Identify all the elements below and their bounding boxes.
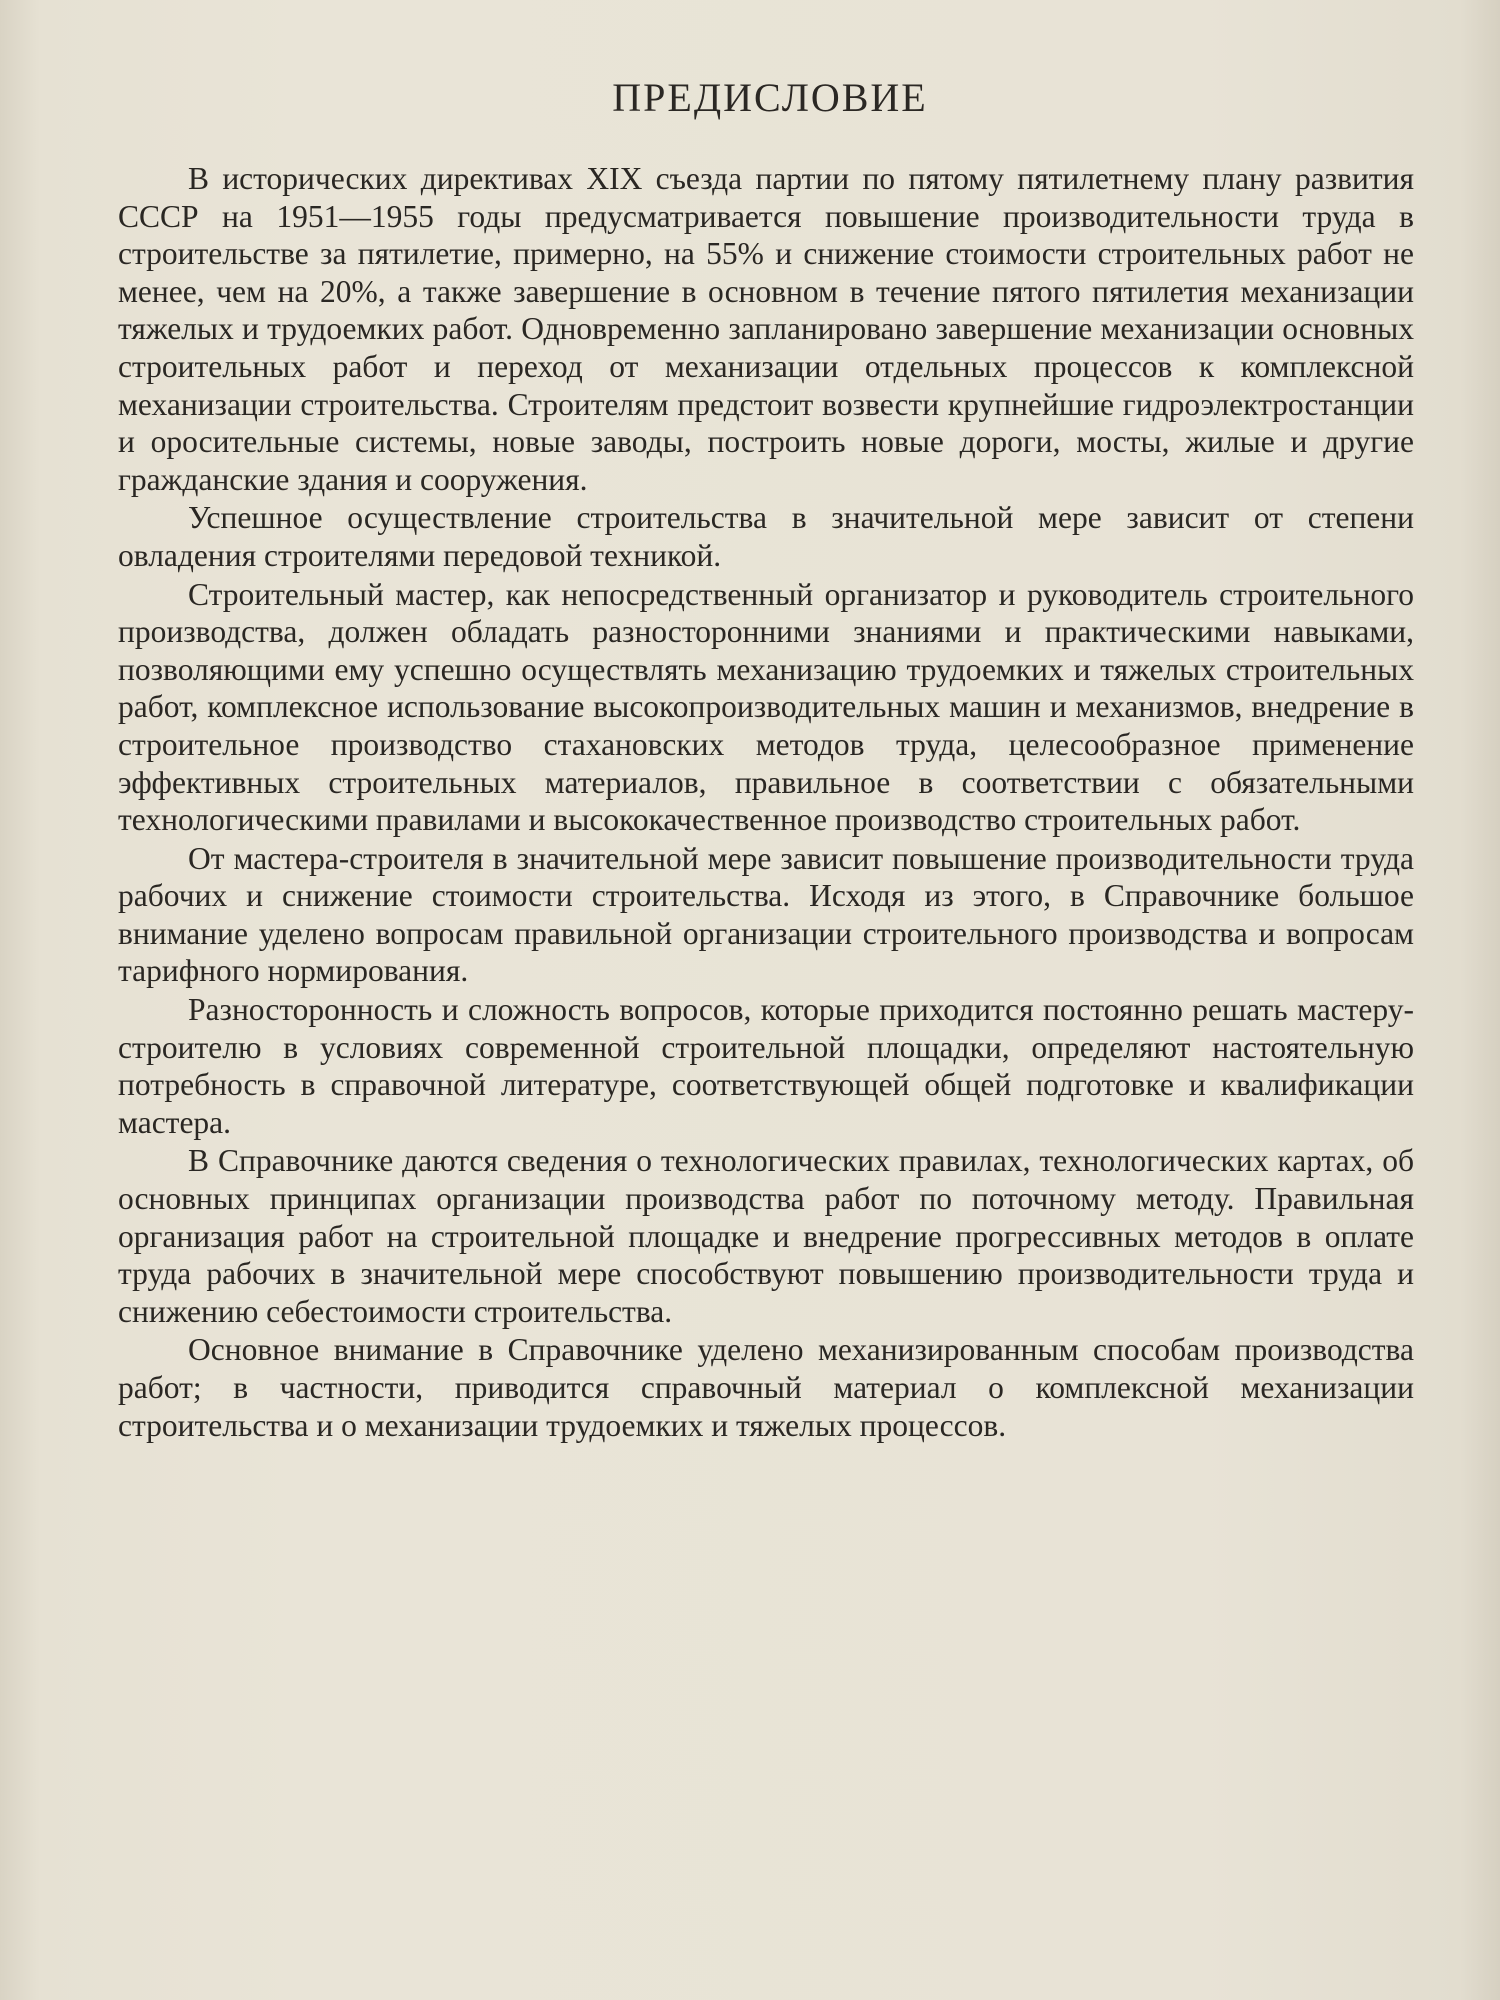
paragraph-1: В исторических директивах XIX съезда партии по пятому пятилетнему плану развития СССР на 1951—1955 годы предусматривается повышение производительности труда в строительстве за пятилетие, примерно, на 55% и снижение стоимости строительных работ не менее, чем на 20%, а также завершение в основном в течение пятого пятилетия механизации тяжелых и трудоемких работ. Одновременно запланировано завершение механизации основных строительных работ и переход от механизации отдельных процессов к комплексной механизации строительства. Строителям предстоит возвести крупнейшие гидроэлектростанции и оросительные системы, новые заводы, построить новые дороги, мосты, жилые и другие гражданские здания и сооружения. xyxy=(118,161,1414,497)
paragraph-5: Разносторонность и сложность вопросов, которые приходится постоянно решать мастеру-строителю в условиях современной строительной площадки, определяют настоятельную потребность в справочной литературе, соответствующей общей подготовке и квалификации мастера. xyxy=(118,992,1414,1140)
paragraph-3: Строительный мастер, как непосредственный организатор и руководитель строительного производства, должен обладать разносторонними знаниями и практическими навыками, позволяющими ему успешно осуществлять механизацию трудоемких и тяжелых строительных работ, комплексное использование высокопроизводительных машин и механизмов, внедрение в строительное производство стахановских методов труда, целесообразное применение эффективных строительных материалов, правильное в соответствии с обязательными технологическими правилами и высококачественное производство строительных работ. xyxy=(118,576,1414,838)
paragraph-4: От мастера-строителя в значительной мере зависит повышение производительности труда рабочих и снижение стоимости строительства. Исходя из этого, в Справочнике большое внимание уделено вопросам правильной организации строительного производства и вопросам тарифного нормирования. xyxy=(118,840,1414,989)
paragraph-6: В Справочнике даются сведения о технологических правилах, технологических картах, об основных принципах организации производства работ по поточному методу. Правильная организация работ на строительной площадке и внедрение прогрессивных методов в оплате труда рабочих в значительной мере способствуют повышению производительности труда и снижению себестоимости строительства. xyxy=(118,1143,1414,1329)
preface-body xyxy=(118,160,1414,1444)
paragraph-7: Основное внимание в Справочнике уделено механизированным способам производства работ; в частности, приводится справочный материал о комплексной механизации строительства и о механизации трудоемких и тяжелых процессов. xyxy=(118,1332,1414,1443)
paragraph-2: Успешное осуществление строительства в значительной мере зависит от степени овладения строителями передовой техникой. xyxy=(118,500,1414,573)
page-title: ПРЕДИСЛОВИЕ xyxy=(612,75,928,120)
